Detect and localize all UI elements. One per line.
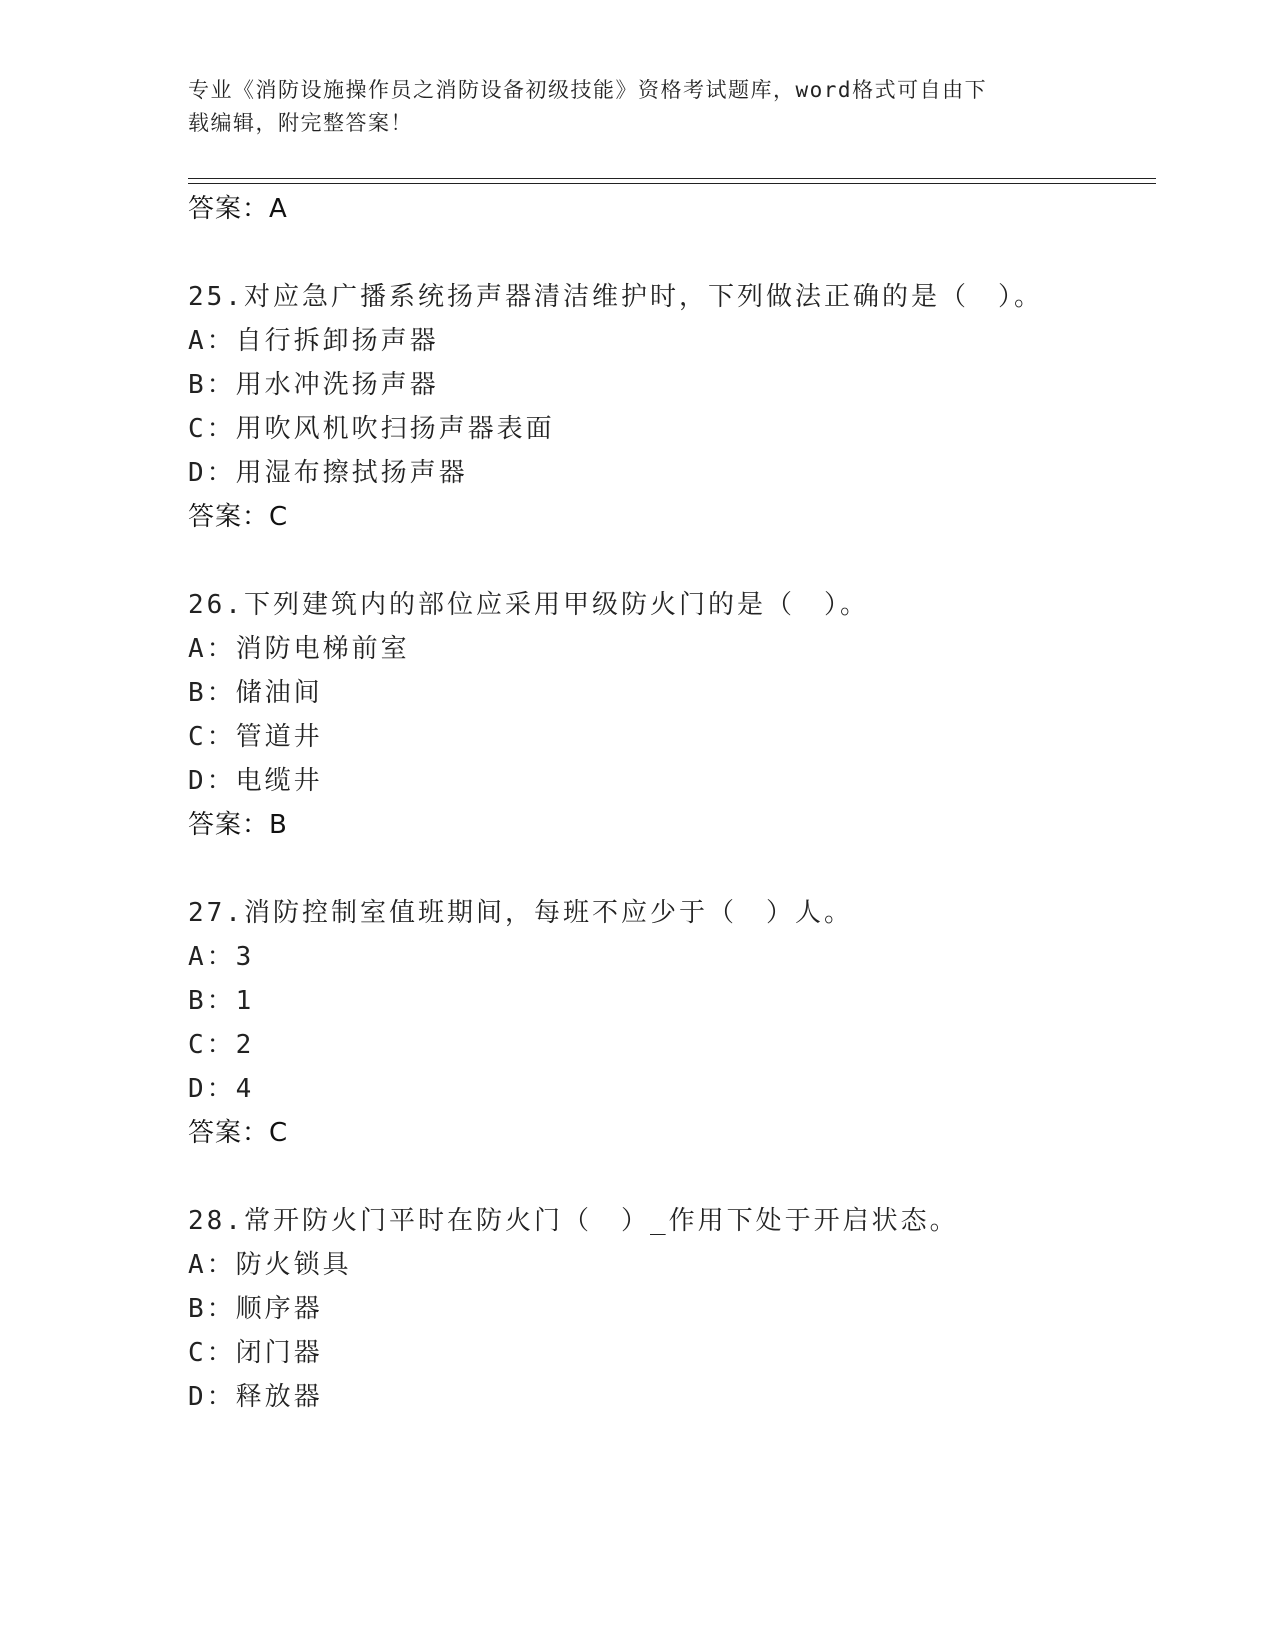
- question-25: 25.对应急广播系统扬声器清洁维护时，下列做法正确的是（ ）。: [188, 282, 1043, 312]
- answer-26: 答案：B: [188, 810, 288, 840]
- question-27-option-a: A：3: [188, 942, 255, 972]
- question-26-option-d: D：电缆井: [188, 766, 323, 796]
- question-25-option-a: A：自行拆卸扬声器: [188, 326, 439, 356]
- header-line-2: 载编辑，附完整答案！: [188, 111, 413, 135]
- question-27: 27.消防控制室值班期间，每班不应少于（ ）人。: [188, 898, 853, 928]
- question-27-option-d: D：4: [188, 1074, 255, 1104]
- header-divider-bottom: [188, 183, 1156, 184]
- question-28: 28.常开防火门平时在防火门（ ）_作用下处于开启状态。: [188, 1206, 959, 1236]
- question-26: 26.下列建筑内的部位应采用甲级防火门的是（ ）。: [188, 590, 869, 620]
- answer-24: 答案：A: [188, 194, 288, 224]
- header-line-1: 专业《消防设施操作员之消防设备初级技能》资格考试题库，word格式可自由下: [188, 78, 988, 102]
- question-25-option-d: D：用湿布擦拭扬声器: [188, 458, 468, 488]
- question-28-option-a: A：防火锁具: [188, 1250, 352, 1280]
- question-26-option-a: A：消防电梯前室: [188, 634, 410, 664]
- document-header: [188, 74, 1068, 140]
- answer-27: 答案：C: [188, 1118, 289, 1148]
- header-divider-top: [188, 178, 1156, 179]
- question-26-option-c: C：管道井: [188, 722, 323, 752]
- answer-25: 答案：C: [188, 502, 289, 532]
- question-26-option-b: B：储油间: [188, 678, 323, 708]
- question-28-option-d: D：释放器: [188, 1382, 323, 1412]
- question-28-option-b: B：顺序器: [188, 1294, 323, 1324]
- question-27-option-c: C：2: [188, 1030, 255, 1060]
- question-28-option-c: C：闭门器: [188, 1338, 323, 1368]
- question-25-option-c: C：用吹风机吹扫扬声器表面: [188, 414, 555, 444]
- question-27-option-b: B：1: [188, 986, 255, 1016]
- question-25-option-b: B：用水冲洗扬声器: [188, 370, 439, 400]
